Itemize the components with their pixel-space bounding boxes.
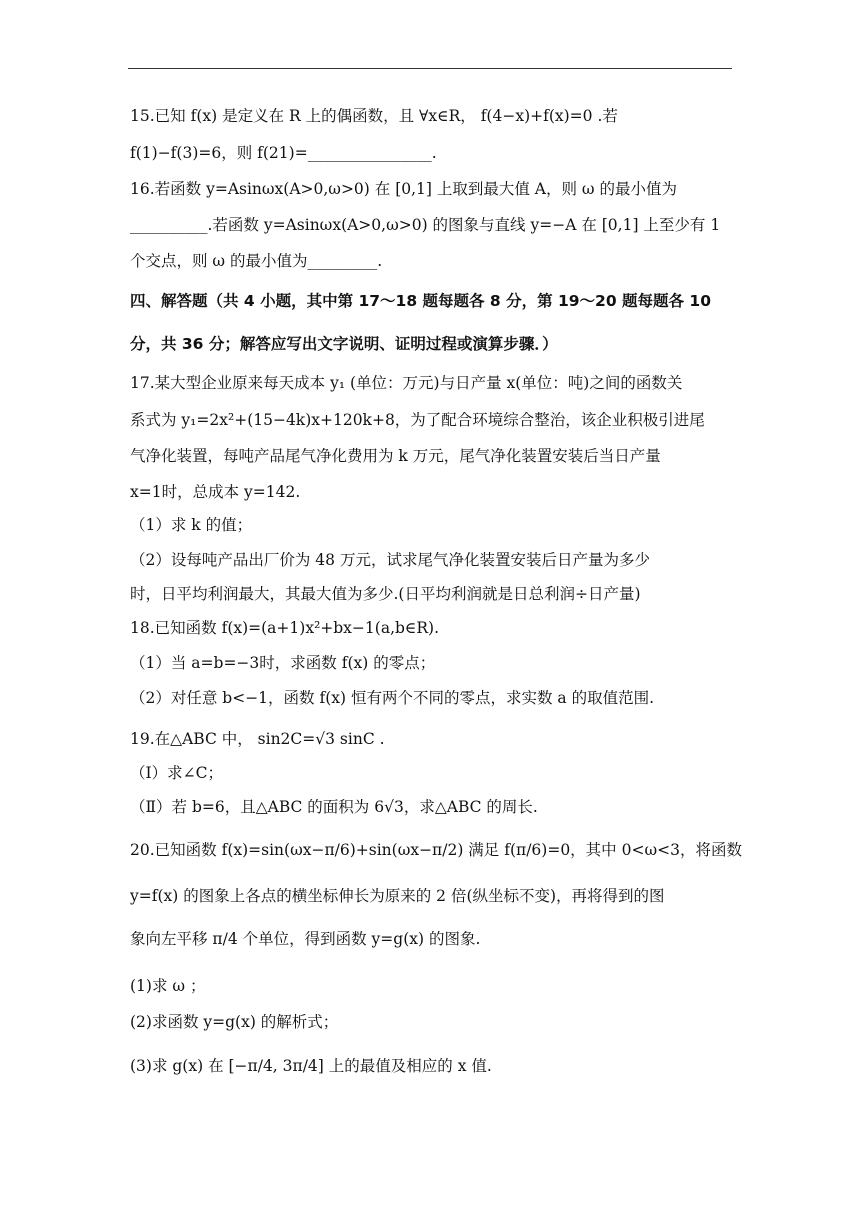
q15-line-2: f(1)−f(3)=6，则 f(21)=________________. xyxy=(130,144,437,162)
q16-line-3: 个交点，则 ω 的最小值为_________. xyxy=(130,252,383,270)
q17-part-2-line-2: 时，日平均利润最大，其最大值为多少.(日平均利润就是日总利润÷日产量) xyxy=(130,585,641,603)
q20-part-2: (2)求函数 y=g(x) 的解析式； xyxy=(130,1013,339,1031)
section-heading-line-2: 分，共 36 分；解答应写出文字说明、证明过程或演算步骤．） xyxy=(130,335,558,353)
q20-line-3: 象向左平移 π/4 个单位，得到函数 y=g(x) 的图象. xyxy=(130,930,481,948)
q17-part-1: （1）求 k 的值； xyxy=(130,516,253,534)
q19-line-1: 19.在△ABC 中， sin2C=√3 sinC . xyxy=(130,730,385,748)
q18-part-2: （2）对任意 b<−1，函数 f(x) 恒有两个不同的零点，求实数 a 的取值范围. xyxy=(130,689,654,707)
q17-part-2-line-1: （2）设每吨产品出厂价为 48 万元，试求尾气净化装置安装后日产量为多少 xyxy=(130,551,650,569)
q20-part-1: (1)求 ω ； xyxy=(130,977,206,995)
q18-part-1: （1）当 a=b=−3时，求函数 f(x) 的零点； xyxy=(130,654,436,672)
q17-line-1: 17.某大型企业原来每天成本 y₁ (单位：万元)与日产量 x(单位：吨)之间的函数关 xyxy=(130,374,683,392)
q15-line-1: 15.已知 f(x) 是定义在 R 上的偶函数，且 ∀x∈R， f(4−x)+f(x)=0 .若 xyxy=(130,107,618,125)
section-heading-line-1: 四、解答题（共 4 小题，其中第 17～18 题每题各 8 分，第 19～20 题每题各 10 xyxy=(130,292,711,310)
header-rule xyxy=(128,68,732,69)
q16-line-2: __________.若函数 y=Asinωx(A>0,ω>0) 的图象与直线 y=−A 在 [0,1] 上至少有 1 xyxy=(130,216,721,234)
q20-part-3: (3)求 g(x) 在 [−π/4, 3π/4] 上的最值及相应的 x 值. xyxy=(130,1057,492,1075)
q19-part-2: （Ⅱ）若 b=6，且△ABC 的面积为 6√3，求△ABC 的周长. xyxy=(130,798,538,816)
q20-line-1: 20.已知函数 f(x)=sin(ωx−π/6)+sin(ωx−π/2) 满足 f(π/6)=0，其中 0<ω<3，将函数 xyxy=(130,841,742,859)
q17-line-2: 系式为 y₁=2x²+(15−4k)x+120k+8，为了配合环境综合整治，该企业积极引进尾 xyxy=(130,411,705,429)
q18-line-1: 18.已知函数 f(x)=(a+1)x²+bx−1(a,b∈R). xyxy=(130,619,440,637)
q19-part-1: （Ⅰ）求∠C； xyxy=(130,764,223,782)
q20-line-2: y=f(x) 的图象上各点的横坐标伸长为原来的 2 倍(纵坐标不变)，再将得到的图 xyxy=(130,887,665,905)
q16-line-1: 16.若函数 y=Asinωx(A>0,ω>0) 在 [0,1] 上取到最大值 A，则 ω 的最小值为 xyxy=(130,180,677,198)
q17-line-4: x=1时，总成本 y=142. xyxy=(130,483,301,501)
q17-line-3: 气净化装置，每吨产品尾气净化费用为 k 万元，尾气净化装置安装后当日产量 xyxy=(130,447,661,465)
